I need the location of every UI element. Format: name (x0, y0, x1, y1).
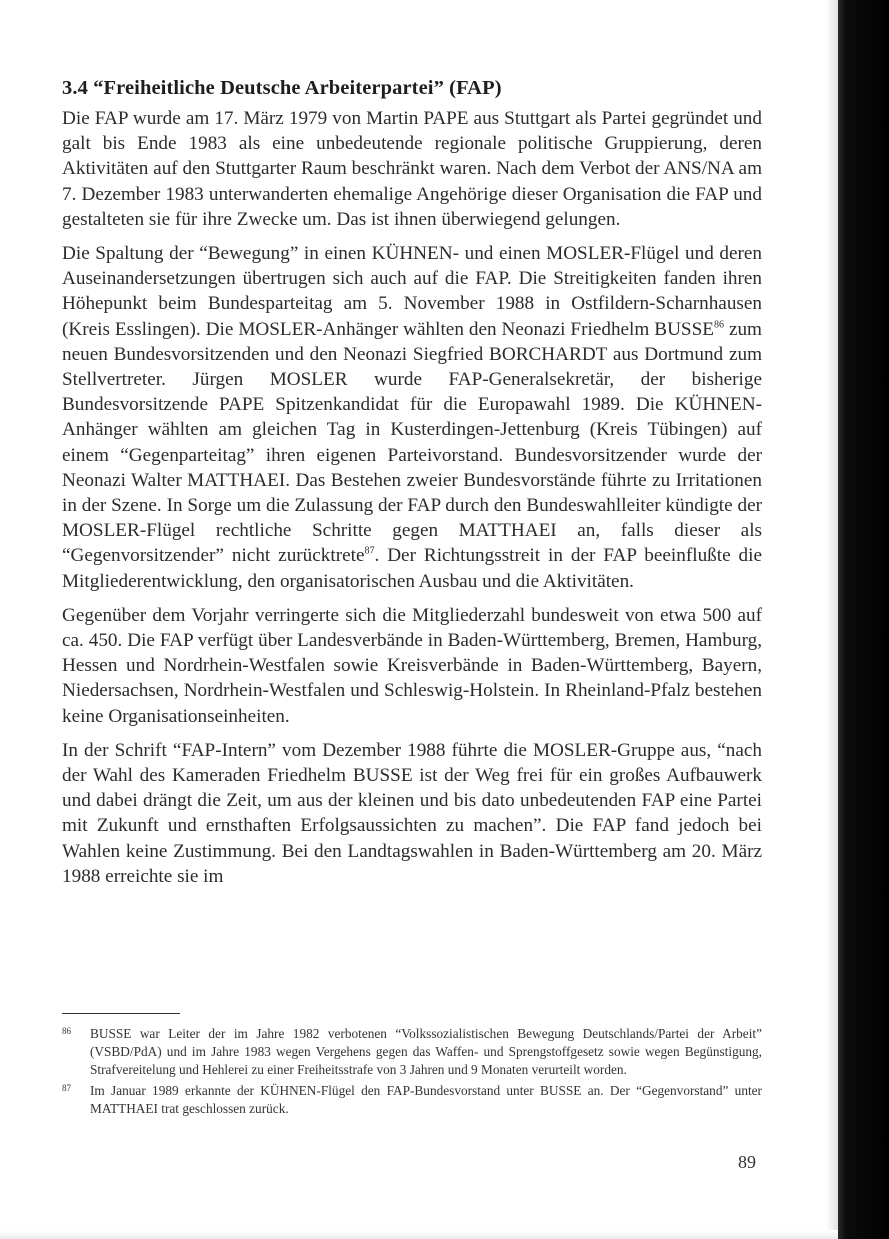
footnote-mark: 87 (62, 1083, 71, 1093)
scan-bottom-edge (0, 1230, 838, 1239)
footnote-87 (62, 1082, 762, 1118)
scan-edge-bar (838, 0, 889, 1239)
footnote-86 (62, 1025, 762, 1079)
section-heading: 3.4 “Freiheitliche Deutsche Arbeiterpartei” (FAP) (62, 77, 502, 99)
paragraph-1: Die FAP wurde am 17. März 1979 von Martin PAPE aus Stuttgart als Partei gegründet und galt bis Ende 1983 als eine unbedeutende regionale politische Gruppierung, deren Aktivitäten auf den Stuttgarter Raum beschränkt waren. Nach dem Verbot der ANS/NA am 7. Dezember 1983 unterwanderten ehemalige Angehörige dieser Organisation die FAP und gestalteten sie für ihre Zwecke um. Das ist ihnen überwiegend gelungen. (62, 108, 762, 230)
page-number: 89 (738, 1152, 756, 1172)
paragraph-3: Gegenüber dem Vorjahr verringerte sich die Mitgliederzahl bundesweit von etwa 500 auf ca. 450. Die FAP verfügt über Landesverbände in Baden-Württemberg, Bremen, Hamburg, Hessen und Nordrhein-Westfalen sowie Kreisverbände in Baden-Württemberg, Bayern, Niedersachsen, Nordrhein-Westfalen und Schleswig-Holstein. In Rheinland-Pfalz bestehen keine Organisationseinheiten. (62, 604, 762, 727)
footnote-mark: 86 (62, 1026, 71, 1036)
footnote-text: BUSSE war Leiter der im Jahre 1982 verbotenen “Volkssozialistischen Bewegung Deutschlands/Partei der Arbeit” (VSBD/PdA) und im Jahre 1983 wegen Vergehens gegen das Waffen- und Sprengstoffgesetz sowie wegen Begünstigung, Strafvereitelung und Hehlerei zu einer Freiheitsstrafe von 3 Jahren und 9 Monaten verurteilt worden. (90, 1026, 762, 1077)
scan-shadow (826, 0, 838, 1239)
paragraph-2-part-1: Die Spaltung der “Bewegung” in einen KÜHNEN- und einen MOSLER-Flügel und deren Auseinandersetzungen übertrugen sich auch auf die FAP. Die Streitigkeiten fanden ihren Höhepunkt beim Bundesparteitag am 5. November 1988 in Ostfildern-Scharnhausen (Kreis Esslingen). Die MOSLER-Anhänger wählten den Neonazi Friedhelm BUSSE (62, 243, 762, 340)
footnote-divider (62, 1013, 180, 1014)
footnote-ref-86[interactable]: 86 (713, 319, 724, 331)
paragraph-2 (62, 241, 762, 594)
footnote-text: Im Januar 1989 erkannte der KÜHNEN-Flügel den FAP-Bundesvorstand unter BUSSE an. Der “Gegenvorstand” unter MATTHAEI trat geschlossen zurück. (90, 1083, 762, 1116)
main-text (62, 70, 762, 898)
paragraph-2-part-2: zum neuen Bundesvorsitzenden und den Neonazi Siegfried BORCHARDT aus Dortmund zum Stellvertreter. Jürgen MOSLER wurde FAP-Generalsekretär, der bisherige Bundesvorsitzende PAPE Spitzenkandidat für die Europawahl 1989. Die KÜHNEN-Anhänger wählten am gleichen Tag in Kusterdingen-Jettenburg (Kreis Tübingen) auf einem “Gegenparteitag” ihren eigenen Parteivorstand. Bundesvorsitzender wurde der Neonazi Walter MATTHAEI. Das Bestehen zweier Bundesvorstände führte zu Irritationen in der Szene. In Sorge um die Zulassung der FAP durch den Bundeswahlleiter kündigte der MOSLER-Flügel rechtliche Schritte gegen MATTHAEI an, falls dieser als “Gegenvorsitzender” nicht zurücktrete (62, 318, 762, 567)
paragraph-4: In der Schrift “FAP-Intern” vom Dezember 1988 führte die MOSLER-Gruppe aus, “nach der Wahl des Kameraden Friedhelm BUSSE ist der Weg frei für ein großes Aufbauwerk und dabei drängt die Zeit, um aus der kleinen und bis dato unbedeutenden FAP eine Partei mit Zukunft und ernsthaften Erfolgsaussichten zu machen”. Die FAP fand jedoch bei Wahlen keine Zustimmung. Bei den Landtagswahlen in Baden-Württemberg am 20. März 1988 erreichte sie im (62, 739, 762, 887)
footnote-ref-87[interactable]: 87 (364, 546, 375, 558)
footnotes (62, 1025, 762, 1121)
paragraph-2-part-3: . Der Richtungsstreit in der FAP beeinflußte die Mitgliederentwicklung, den organisatorischen Ausbau und die Aktivitäten. (62, 545, 762, 592)
